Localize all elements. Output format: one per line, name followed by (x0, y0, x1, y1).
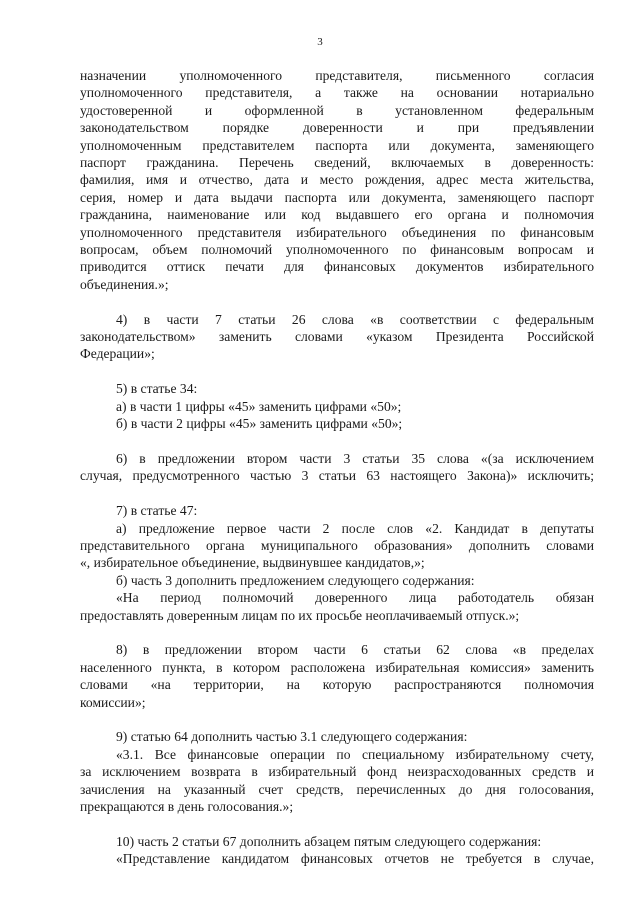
text-line: объединения.»; (80, 276, 169, 292)
text-line: предоставлять доверенным лицам по их просьбе неоплачиваемый отпуск.»; (80, 607, 520, 623)
paragraph-p8 (80, 641, 594, 711)
text-line: а) предложение первое части 2 после слов «2. Кандидат в депутаты (116, 520, 594, 536)
page-number: 3 (317, 36, 323, 48)
text-line: законодательством» заменить словами «указом Президента Российской (80, 329, 594, 345)
text-line: Федерации»; (80, 346, 155, 362)
text-line: представительного органа муниципального образования» дополнить словами (80, 537, 594, 553)
text-line: гражданина, наименование или код выдавшего его органа и полномочия (80, 207, 594, 223)
text-line: фамилия, имя и отчество, дата и место рождения, адрес места жительства, (80, 172, 594, 188)
text-line: назначении уполномоченного представителя, письменного согласия (80, 68, 594, 83)
text-line: «Представление кандидатом финансовых отчетов не требуется в случае, (116, 851, 594, 867)
text-line: паспорт гражданина. Перечень сведений, включаемых в доверенность: (80, 155, 594, 171)
text-line: уполномоченного представителя, а также на основании нотариально (80, 85, 594, 101)
text-line: случая, предусмотренного частью 3 статьи 63 настоящего Закона)» исключить; (80, 468, 594, 484)
text-line: населенного пункта, в котором расположена избирательная комиссия» заменить (80, 659, 594, 675)
text-line: законодательством порядке доверенности и при предъявлении (80, 120, 594, 136)
text-line: 9) статью 64 дополнить частью 3.1 следующего содержания: (116, 729, 468, 745)
text-line: 7) в статье 47: (116, 503, 198, 519)
text-line: 8) в предложении втором части 6 статьи 62 слова «в пределах (116, 642, 594, 658)
text-line: 5) в статье 34: (116, 381, 198, 397)
paragraph-cont (80, 67, 594, 293)
text-line: прекращаются в день голосования.»; (80, 798, 294, 814)
text-line: «, избирательное объединение, выдвинувшее кандидатов,»; (80, 555, 425, 571)
text-line: уполномоченным представителем паспорта или документа, заменяющего (80, 137, 594, 153)
text-line: «3.1. Все финансовые операции по специальному избирательному счету, (116, 746, 594, 762)
text-line: б) в части 2 цифры «45» заменить цифрами «50»; (116, 416, 403, 432)
text-line: за исключением возврата в избирательный фонд неизрасходованных средств и (80, 764, 594, 780)
text-line: словами «на территории, на которую распространяются полномочия (80, 677, 594, 693)
paragraph-p9 (80, 728, 594, 815)
paragraph-p6 (80, 450, 594, 485)
document-body (80, 67, 594, 868)
paragraph-p4 (80, 311, 594, 363)
text-line: серия, номер и дата выдачи паспорта или документа, заменяющего паспорт (80, 189, 594, 205)
text-line: комиссии»; (80, 694, 146, 710)
paragraph-p7 (80, 502, 594, 624)
paragraph-p10 (80, 833, 594, 868)
text-line: вопросам, объем полномочий уполномоченного по финансовым вопросам и (80, 242, 594, 258)
text-line: б) часть 3 дополнить предложением следующего содержания: (116, 572, 475, 588)
text-line: приводится оттиск печати для финансовых документов избирательного (80, 259, 594, 275)
text-line: «На период полномочий доверенного лица работодатель обязан (116, 590, 594, 606)
text-line: 4) в части 7 статьи 26 слова «в соответствии с федеральным (116, 311, 594, 327)
text-line: уполномоченного представителя избирательного объединения по финансовым (80, 224, 594, 240)
text-line: удостоверенной и оформленной в установленном федеральным (80, 102, 594, 118)
text-line: 10) часть 2 статьи 67 дополнить абзацем пятым следующего содержания: (116, 833, 542, 849)
text-line: зачисления на указанный счет средств, перечисленных до дня голосования, (80, 781, 594, 797)
text-line: 6) в предложении втором части 3 статьи 35 слова «(за исключением (116, 450, 594, 466)
paragraph-p5 (80, 380, 594, 432)
text-line: а) в части 1 цифры «45» заменить цифрами «50»; (116, 398, 402, 414)
